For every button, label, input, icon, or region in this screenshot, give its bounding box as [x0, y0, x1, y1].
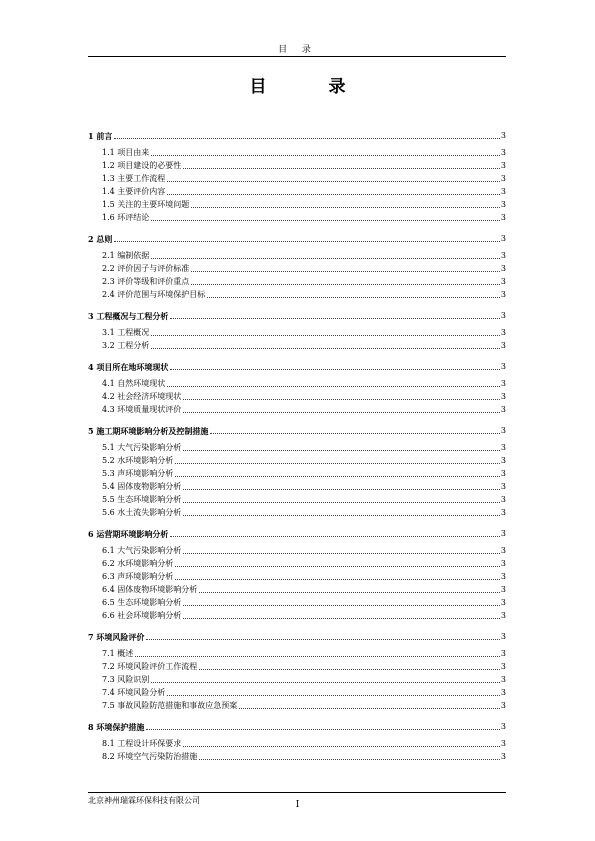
toc-dot-leader: [151, 681, 500, 683]
toc-entry-title: 3.1 工程概况: [102, 328, 150, 337]
toc-dot-leader: [183, 745, 500, 747]
toc-page-number: 3: [500, 161, 506, 170]
toc-entry-title: 4 项目所在地环境现状: [88, 362, 169, 372]
toc-dot-leader: [183, 617, 500, 619]
toc-section-entry[interactable]: [88, 210, 506, 223]
toc-page-number: 3: [500, 379, 506, 388]
toc-chapter-entry[interactable]: [88, 423, 506, 436]
toc-dot-leader: [239, 707, 500, 709]
toc-dot-leader: [183, 604, 500, 606]
toc-entry-title: 6.4 固体废物环境影响分析: [102, 585, 198, 594]
toc-dot-leader: [191, 270, 500, 272]
toc-page-number: 3: [500, 405, 506, 414]
toc-section-entry[interactable]: [88, 402, 506, 415]
toc-entry-title: 6.2 水环境影响分析: [102, 559, 174, 568]
toc-page-number: 3: [500, 722, 506, 731]
toc-dot-leader: [183, 449, 500, 451]
toc-dot-leader: [167, 180, 500, 182]
toc-section-entry[interactable]: [88, 582, 506, 595]
toc-dot-leader: [210, 432, 500, 434]
toc-dot-leader: [151, 334, 500, 336]
toc-dot-leader: [199, 668, 500, 670]
toc-entry-title: 5.2 水环境影响分析: [102, 456, 174, 465]
toc-section-entry[interactable]: [88, 248, 506, 261]
toc-section-entry[interactable]: [88, 595, 506, 608]
toc-section-entry[interactable]: [88, 440, 506, 453]
toc-entry-title: 7.2 环境风险评价工作流程: [102, 662, 198, 671]
toc-entry-title: 2.2 评价因子与评价标准: [102, 264, 190, 273]
toc-entry-title: 8.1 工程设计环保要求: [102, 739, 182, 748]
toc-page-number: 3: [500, 148, 506, 157]
toc-page-number: 3: [500, 529, 506, 538]
header-rule: [88, 56, 506, 57]
toc-section-entry[interactable]: [88, 287, 506, 300]
footer-page-number: I: [295, 800, 300, 810]
toc-page-number: 3: [500, 341, 506, 350]
toc-page-number: 3: [500, 234, 506, 243]
toc-page-number: 3: [500, 469, 506, 478]
toc-section-entry[interactable]: [88, 376, 506, 389]
toc-chapter-entry[interactable]: [88, 526, 506, 539]
toc-entry-title: 6.6 社会环境影响分析: [102, 611, 182, 620]
toc-dot-leader: [167, 193, 500, 195]
toc-section-entry[interactable]: [88, 466, 506, 479]
toc-section-entry[interactable]: [88, 145, 506, 158]
toc-page-number: 3: [500, 632, 506, 641]
toc-entry-title: 5.5 生态环境影响分析: [102, 495, 182, 504]
toc-entry-title: 8 环境保护措施: [88, 722, 145, 732]
toc-section-entry[interactable]: [88, 646, 506, 659]
toc-section-entry[interactable]: [88, 569, 506, 582]
toc-page-number: 3: [500, 572, 506, 581]
toc-dot-leader: [175, 578, 500, 580]
toc-entry-title: 4.1 自然环境现状: [102, 379, 166, 388]
toc-page-number: 3: [500, 362, 506, 371]
toc-page-number: 3: [500, 251, 506, 260]
toc-page-number: 3: [500, 328, 506, 337]
toc-entry-title: 2.3 评价等级和评价重点: [102, 277, 190, 286]
toc-chapter-entry[interactable]: [88, 231, 506, 244]
toc-entry-title: 7.5 事故风险防范措施和事故应急预案: [102, 701, 238, 710]
toc-page-number: 3: [500, 611, 506, 620]
toc-page-number: 3: [500, 649, 506, 658]
table-of-contents: [88, 128, 506, 762]
footer-rule: [88, 792, 506, 793]
toc-section-entry[interactable]: [88, 736, 506, 749]
toc-section-entry[interactable]: [88, 261, 506, 274]
toc-entry-title: 6 运营期环境影响分析: [88, 529, 169, 539]
toc-dot-leader: [183, 411, 500, 413]
footer-company: 北京神州瑞霖环保科技有限公司: [88, 796, 200, 805]
toc-dot-leader: [151, 219, 500, 221]
toc-dot-leader: [151, 257, 500, 259]
toc-section-entry[interactable]: [88, 672, 506, 685]
toc-entry-title: 2.4 评价范围与环境保护目标: [102, 290, 206, 299]
toc-dot-leader: [151, 347, 500, 349]
toc-page-number: 3: [500, 426, 506, 435]
toc-page-number: 3: [500, 559, 506, 568]
toc-page-number: 3: [500, 277, 506, 286]
toc-entry-title: 5 施工期环境影响分析及控制措施: [88, 426, 209, 436]
toc-dot-leader: [170, 535, 500, 537]
toc-entry-title: 3.2 工程分析: [102, 341, 150, 350]
toc-dot-leader: [183, 488, 500, 490]
toc-entry-title: 1.5 关注的主要环境问题: [102, 200, 190, 209]
toc-section-entry[interactable]: [88, 685, 506, 698]
toc-page-number: 3: [500, 264, 506, 273]
toc-dot-leader: [167, 385, 500, 387]
toc-dot-leader: [114, 240, 500, 242]
toc-page-number: 3: [500, 443, 506, 452]
toc-dot-leader: [175, 475, 500, 477]
toc-dot-leader: [207, 296, 500, 298]
toc-page-number: 3: [500, 495, 506, 504]
toc-entry-title: 5.4 固体废物影响分析: [102, 482, 182, 491]
toc-entry-title: 1.6 环评结论: [102, 213, 150, 222]
toc-chapter-entry[interactable]: [88, 359, 506, 372]
toc-page-number: 3: [500, 688, 506, 697]
toc-page-number: 3: [500, 213, 506, 222]
toc-dot-leader: [146, 638, 500, 640]
toc-page-number: 3: [500, 174, 506, 183]
toc-entry-title: 1.4 主要评价内容: [102, 187, 166, 196]
toc-section-entry[interactable]: [88, 608, 506, 621]
toc-entry-title: 6.5 生态环境影响分析: [102, 598, 182, 607]
toc-section-entry[interactable]: [88, 505, 506, 518]
toc-section-entry[interactable]: [88, 492, 506, 505]
toc-chapter-entry[interactable]: [88, 128, 506, 141]
toc-section-entry[interactable]: [88, 338, 506, 351]
toc-entry-title: 1 前言: [88, 131, 113, 141]
toc-page-number: 3: [500, 739, 506, 748]
toc-entry-title: 4.2 社会经济环境现状: [102, 392, 182, 401]
toc-dot-leader: [151, 154, 500, 156]
toc-dot-leader: [114, 137, 500, 139]
toc-page-number: 3: [500, 131, 506, 140]
toc-dot-leader: [167, 694, 500, 696]
toc-page-number: 3: [500, 392, 506, 401]
toc-section-entry[interactable]: [88, 556, 506, 569]
toc-entry-title: 7.3 风险识别: [102, 675, 150, 684]
toc-entry-title: 7.1 概述: [102, 649, 134, 658]
toc-page-number: 3: [500, 585, 506, 594]
toc-entry-title: 8.2 环境空气污染防治措施: [102, 752, 198, 761]
toc-dot-leader: [170, 317, 500, 319]
toc-page-number: 3: [500, 187, 506, 196]
toc-page-number: 3: [500, 752, 506, 761]
toc-chapter-entry[interactable]: [88, 719, 506, 732]
toc-dot-leader: [146, 728, 500, 730]
toc-section-entry[interactable]: [88, 659, 506, 672]
toc-entry-title: 2.1 编制依据: [102, 251, 150, 260]
toc-section-entry[interactable]: [88, 479, 506, 492]
toc-page-number: 3: [500, 311, 506, 320]
toc-dot-leader: [199, 591, 500, 593]
toc-dot-leader: [191, 283, 500, 285]
toc-entry-title: 1.1 项目由来: [102, 148, 150, 157]
toc-section-entry[interactable]: [88, 325, 506, 338]
toc-page-number: 3: [500, 200, 506, 209]
toc-entry-title: 6.1 大气污染影响分析: [102, 546, 182, 555]
toc-section-entry[interactable]: [88, 158, 506, 171]
toc-entry-title: 5.3 声环境影响分析: [102, 469, 174, 478]
toc-chapter-entry[interactable]: [88, 308, 506, 321]
toc-entry-title: 7 环境风险评价: [88, 632, 145, 642]
toc-entry-title: 4.3 环境质量现状评价: [102, 405, 182, 414]
toc-section-entry[interactable]: [88, 749, 506, 762]
running-header: 目 录: [278, 45, 317, 55]
toc-chapter-entry[interactable]: [88, 629, 506, 642]
toc-page-number: 3: [500, 598, 506, 607]
toc-dot-leader: [199, 758, 500, 760]
toc-section-entry[interactable]: [88, 197, 506, 210]
toc-entry-title: 1.2 项目建设的必要性: [102, 161, 182, 170]
toc-dot-leader: [183, 552, 500, 554]
toc-page-number: 3: [500, 701, 506, 710]
toc-dot-leader: [175, 565, 500, 567]
toc-dot-leader: [183, 501, 500, 503]
toc-entry-title: 1.3 主要工作流程: [102, 174, 166, 183]
toc-page-number: 3: [500, 675, 506, 684]
toc-dot-leader: [175, 462, 500, 464]
toc-dot-leader: [135, 655, 500, 657]
toc-entry-title: 7.4 环境风险分析: [102, 688, 166, 697]
toc-section-entry[interactable]: [88, 184, 506, 197]
toc-dot-leader: [191, 206, 500, 208]
toc-entry-title: 2 总则: [88, 234, 113, 244]
toc-page-number: 3: [500, 456, 506, 465]
toc-section-entry[interactable]: [88, 453, 506, 466]
toc-page-number: 3: [500, 662, 506, 671]
toc-dot-leader: [183, 398, 500, 400]
toc-dot-leader: [183, 167, 500, 169]
toc-entry-title: 6.3 声环境影响分析: [102, 572, 174, 581]
toc-page-number: 3: [500, 508, 506, 517]
toc-section-entry[interactable]: [88, 389, 506, 402]
toc-page-number: 3: [500, 482, 506, 491]
toc-section-entry[interactable]: [88, 274, 506, 287]
toc-section-entry[interactable]: [88, 698, 506, 711]
toc-section-entry[interactable]: [88, 543, 506, 556]
toc-page-number: 3: [500, 290, 506, 299]
toc-dot-leader: [183, 514, 500, 516]
toc-entry-title: 5.1 大气污染影响分析: [102, 443, 182, 452]
page-title: 目 录: [249, 77, 374, 97]
toc-entry-title: 3 工程概况与工程分析: [88, 311, 169, 321]
toc-page-number: 3: [500, 546, 506, 555]
toc-section-entry[interactable]: [88, 171, 506, 184]
toc-entry-title: 5.6 水土流失影响分析: [102, 508, 182, 517]
toc-dot-leader: [170, 368, 500, 370]
